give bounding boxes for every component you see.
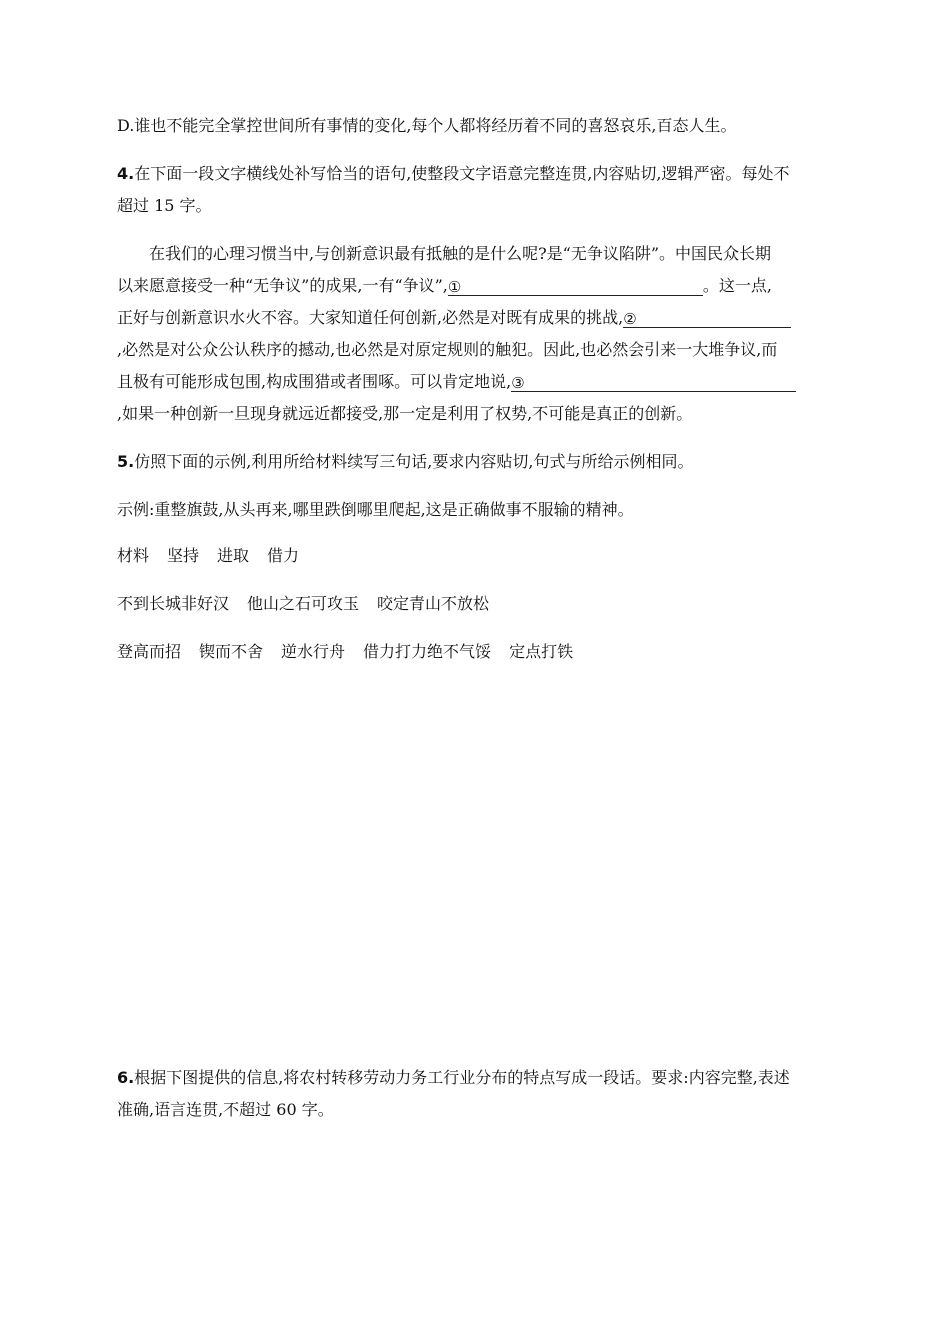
q4-paragraph-line-4: ,必然是对公众公认秩序的撼动,也必然是对原定规则的触犯。因此,也必然会引来一大堆争议,而: [117, 340, 778, 359]
q4-number: 4.: [117, 164, 135, 183]
q5-materials-row-1: [117, 546, 317, 566]
answer-blank-2[interactable]: [623, 309, 791, 328]
material-item: 借力: [267, 546, 300, 565]
q4-paragraph-text: 。这一点,: [702, 276, 772, 295]
q4-paragraph-line-5: [117, 372, 796, 392]
q4-instruction-line-1: [117, 164, 789, 184]
answer-blank-1[interactable]: [448, 277, 703, 296]
q5-materials-row-2: [117, 594, 507, 614]
material-item: 进取: [217, 546, 250, 565]
q4-instruction-1: 在下面一段文字横线处补写恰当的语句,使整段文字语意完整连贯,内容贴切,逻辑严密。每处不: [134, 164, 790, 183]
q4-paragraph-text: 正好与创新意识水火不容。大家知道任何创新,必然是对既有成果的挑战,: [117, 308, 624, 327]
q6-instruction-line-1: [117, 1068, 790, 1088]
q4-paragraph-line-1: 在我们的心理习惯当中,与创新意识最有抵触的是什么呢?是“无争议陷阱”。中国民众长期: [149, 244, 772, 263]
q4-paragraph-line-6: ,如果一种创新一旦现身就远近都接受,那一定是利用了权势,不可能是真正的创新。: [117, 404, 693, 423]
material-item: 逆水行舟: [281, 642, 346, 661]
q4-paragraph-line-2: [117, 276, 772, 296]
q4-paragraph-line-3: [117, 308, 791, 328]
q4-paragraph-text: 且极有可能形成包围,构成围猎或者围啄。可以肯定地说,: [117, 372, 512, 391]
material-item: 不到长城非好汉: [117, 594, 230, 613]
q4-paragraph-text: 以来愿意接受一种“无争议”的成果,一有“争议”,: [117, 276, 448, 295]
blank-marker-1: ①: [447, 278, 462, 296]
q4-instruction-2: 超过 15 字。: [117, 196, 212, 215]
q6-instruction-2: 准确,语言连贯,不超过 60 字。: [117, 1100, 334, 1119]
q5-materials-row-3: [117, 642, 591, 662]
material-item: 坚持: [167, 546, 200, 565]
material-item: 材料: [117, 546, 150, 565]
q5-number: 5.: [117, 452, 135, 471]
q5-example: 示例:重整旗鼓,从头再来,哪里跌倒哪里爬起,这是正确做事不服输的精神。: [117, 500, 634, 519]
material-item: 锲而不舍: [199, 642, 264, 661]
q6-instruction-1: 根据下图提供的信息,将农村转移劳动力务工行业分布的特点写成一段话。要求:内容完整,表述: [134, 1068, 790, 1087]
blank-marker-2: ②: [623, 310, 637, 328]
q5-instruction-line: [117, 452, 693, 472]
q5-instruction: 仿照下面的示例,利用所给材料续写三句话,要求内容贴切,句式与所给示例相同。: [134, 452, 694, 471]
q6-number: 6.: [117, 1068, 135, 1087]
material-item: 借力打力绝不气馁: [363, 642, 492, 661]
material-item: 咬定青山不放松: [377, 594, 490, 613]
material-item: 他山之石可攻玉: [247, 594, 360, 613]
material-item: 登高而招: [117, 642, 182, 661]
answer-blank-3[interactable]: [511, 373, 796, 392]
blank-marker-3: ③: [511, 374, 525, 392]
option-d-text: D.谁也不能完全掌控世间所有事情的变化,每个人都将经历着不同的喜怒哀乐,百态人生。: [117, 116, 737, 135]
material-item: 定点打铁: [509, 642, 574, 661]
